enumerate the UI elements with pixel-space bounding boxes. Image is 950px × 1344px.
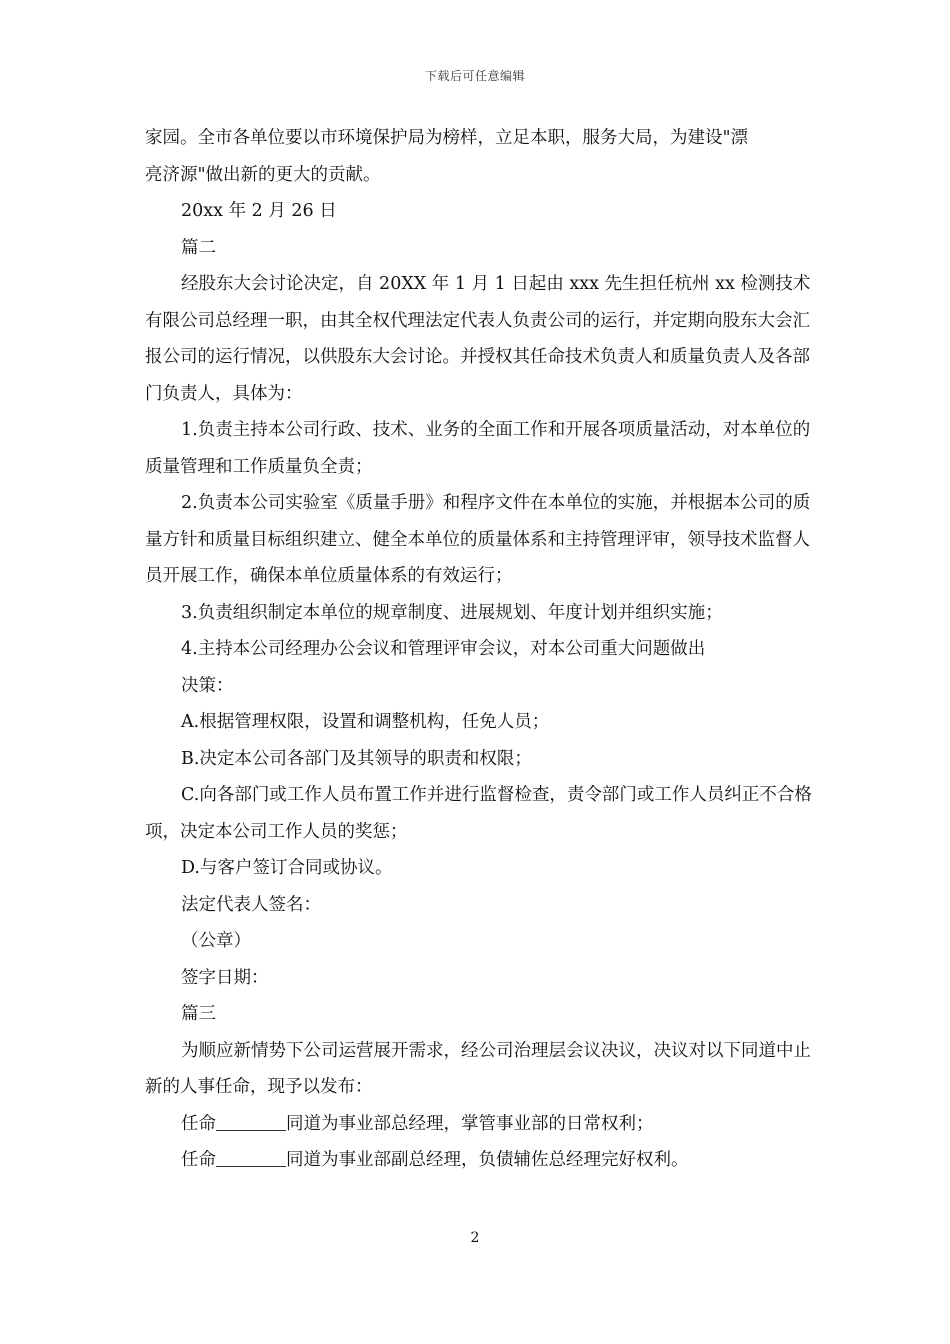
sub-item: C.向各部门或工作人员布置工作并进行监督检查，责令部门或工作人员纠正不合格项，决定本公司工作人员的奖惩； xyxy=(145,785,812,842)
section-title: 篇二 xyxy=(181,237,216,258)
list-item: 4.主持本公司经理办公会议和管理评审会议，对本公司重大问题做出 xyxy=(181,639,706,659)
document-body xyxy=(145,120,817,1179)
sub-item: A.根据管理权限，设置和调整机构，任免人员； xyxy=(181,712,550,732)
sub-item: B.决定本公司各部门及其领导的职责和权限； xyxy=(181,748,532,769)
paragraph: 为顺应新情势下公司运营展开需求，经公司治理层会议决议，决议对以下同道中止新的人事任命，现予以发布： xyxy=(145,1040,811,1097)
appointment-suffix: 同道为事业部总经理，掌管事业部的日常权利； xyxy=(286,1113,654,1134)
appointment-suffix: 同道为事业部副总经理，负债辅佐总经理完好权利。 xyxy=(286,1150,689,1170)
sub-item: D.与客户签订合同或协议。 xyxy=(181,858,393,878)
header-note: 下载后可任意编辑 xyxy=(424,69,525,83)
section-title: 篇三 xyxy=(181,1004,216,1024)
sign-date-label: 签字日期： xyxy=(181,967,269,988)
list-item: 1.负责主持本公司行政、技术、业务的全面工作和开展各项质量活动，对本单位的质量管理和工作质量负全责； xyxy=(145,420,811,477)
date-line: 20xx 年 2 月 26 日 xyxy=(181,201,337,221)
paragraph-line: 亮济源"做出新的更大的贡献。 xyxy=(145,164,381,185)
page-number: 2 xyxy=(470,1230,480,1246)
appointment-line xyxy=(145,1142,817,1179)
name-blank xyxy=(216,1148,286,1167)
list-item-continuation: 决策： xyxy=(181,675,234,696)
paragraph: 经股东大会讨论决定，自 20XX 年 1 月 1 日起由 xxx 先生担任杭州 xx 检测技术有限公司总经理一职，由其全权代理法定代表人负责公司的运行，并定期向股东大会汇报公司的运行情况，以供股东大会讨论。并授权其任命技术负责人和质量负责人及各部门负责人，具体为： xyxy=(145,274,811,404)
appointment-line xyxy=(145,1106,817,1143)
signature-label: 法定代表人签名： xyxy=(181,894,321,915)
appointment-prefix: 任命 xyxy=(181,1150,216,1170)
appointment-prefix: 任命 xyxy=(181,1113,216,1134)
seal-label: （公章） xyxy=(181,931,251,951)
list-item: 2.负责本公司实验室《质量手册》和程序文件在本单位的实施，并根据本公司的质量方针和质量目标组织建立、健全本单位的质量体系和主持管理评审，领导技术监督人员开展工作，确保本单位质量体系的有效运行； xyxy=(145,493,811,586)
name-blank xyxy=(216,1112,286,1131)
list-item: 3.负责组织制定本单位的规章制度、进展规划、年度计划并组织实施； xyxy=(181,602,723,623)
paragraph-line: 家园。全市各单位要以市环境保护局为榜样，立足本职，服务大局，为建设"漂 xyxy=(145,128,749,148)
